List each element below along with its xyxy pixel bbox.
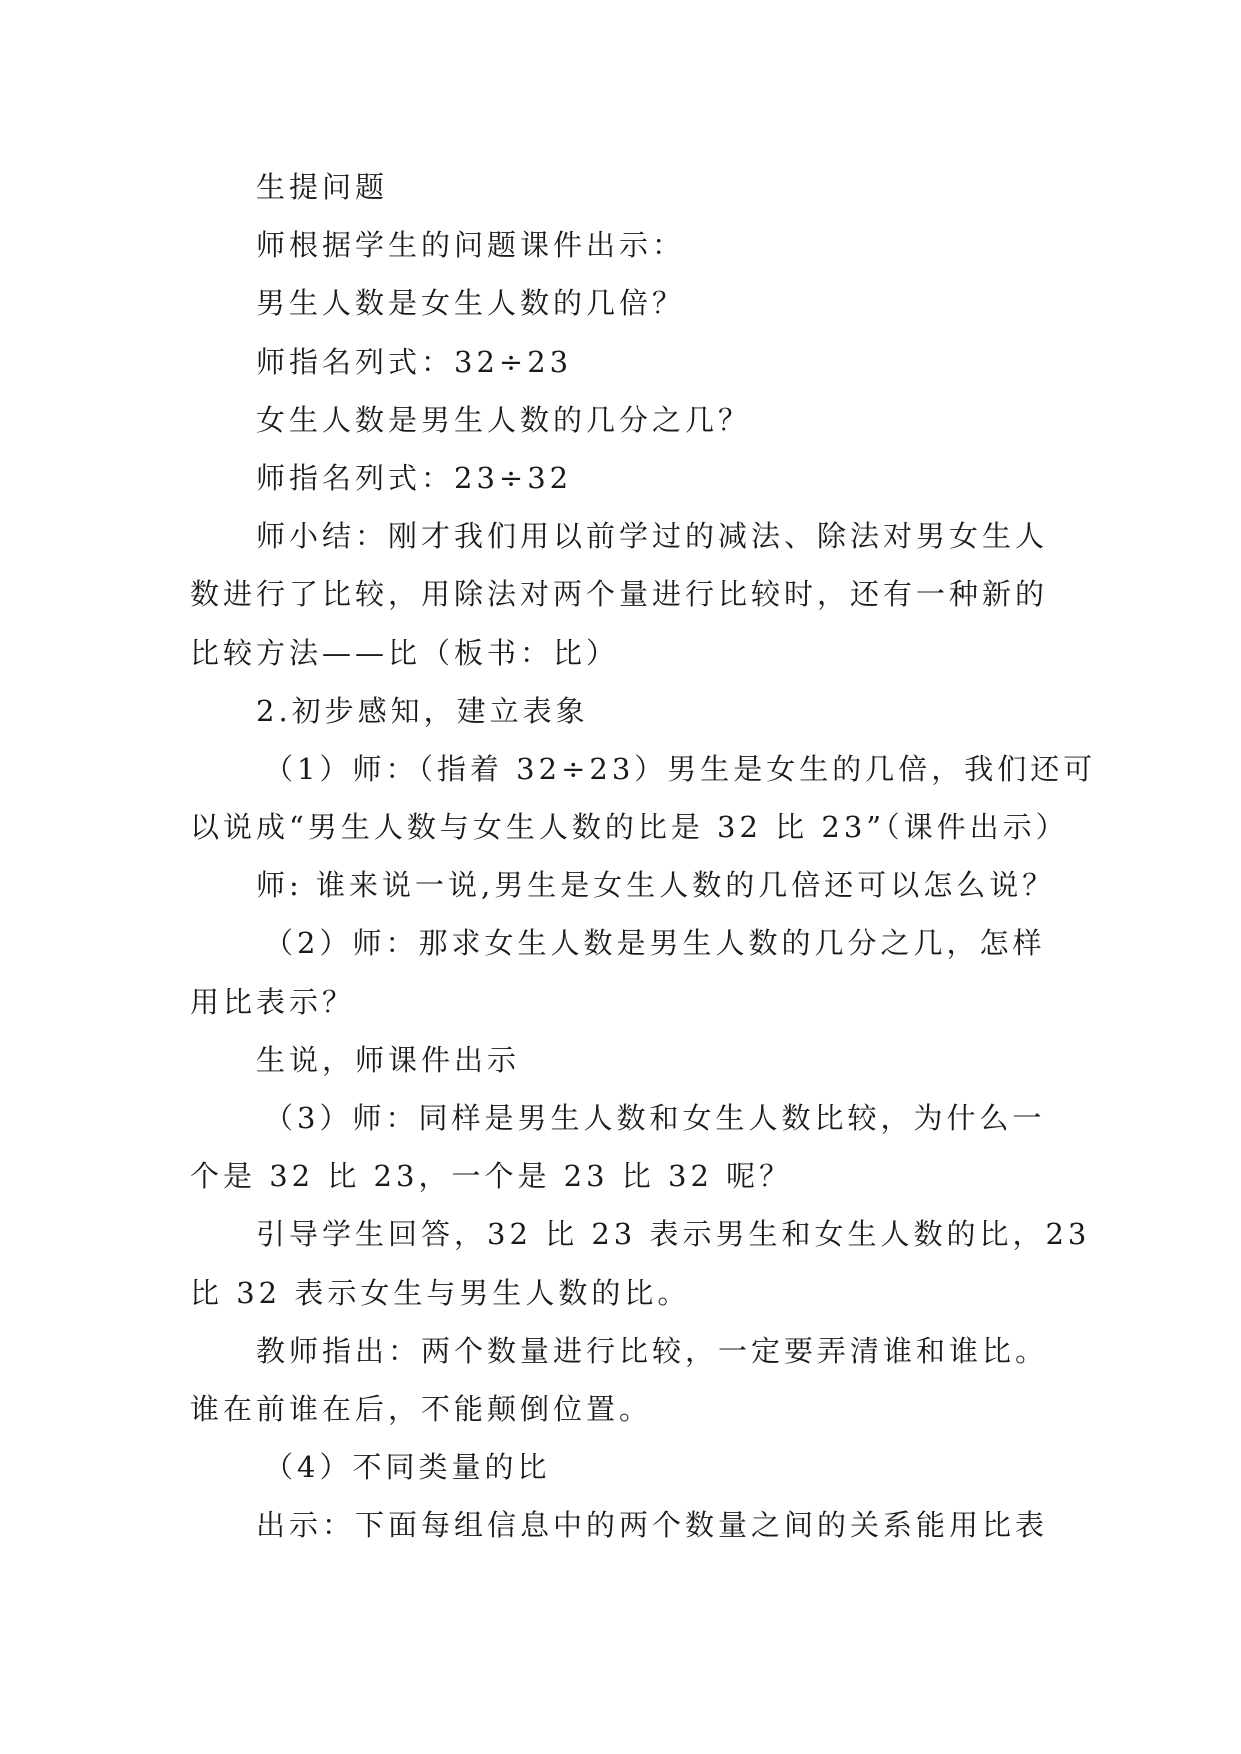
text-line: 师小结：刚才我们用以前学过的减法、除法对男女生人 — [256, 519, 1049, 554]
text-line: 比 32 表示女生与男生人数的比。 — [190, 1275, 691, 1310]
text-line: 引导学生回答，32 比 23 表示男生和女生人数的比，23 — [256, 1217, 1091, 1252]
text-line: 以说成“男生人数与女生人数的比是 32 比 23”（课件出示） — [190, 810, 1069, 845]
text-line: 师根据学生的问题课件出示： — [256, 228, 686, 263]
text-line: （1）师：（指着 32÷23）男生是女生的几倍，我们还可 — [264, 751, 1097, 786]
text-line: 生说，师课件出示 — [256, 1042, 521, 1077]
text-line: 女生人数是男生人数的几分之几？ — [256, 402, 752, 437]
text-line: 师指名列式：32÷23 — [256, 344, 573, 379]
text-line: 师: 谁来说一说,男生是女生人数的几倍还可以怎么说？ — [256, 868, 1056, 903]
text-line: 生提问题 — [256, 170, 389, 204]
text-line: 数进行了比较，用除法对两个量进行比较时，还有一种新的 — [190, 577, 1049, 612]
text-line: 教师指出：两个数量进行比较，一定要弄清谁和谁比。 — [256, 1333, 1049, 1368]
document-body — [190, 158, 1097, 1555]
text-line: 用比表示？ — [190, 984, 356, 1019]
text-line: 男生人数是女生人数的几倍？ — [256, 286, 686, 321]
text-line: 比较方法——比（板书：比） — [190, 635, 620, 670]
text-line: （4）不同类量的比 — [264, 1450, 551, 1485]
text-line: 2.初步感知，建立表象 — [256, 693, 589, 728]
text-line: 个是 32 比 23，一个是 23 比 32 呢？ — [190, 1159, 793, 1194]
text-line: （3）师：同样是男生人数和女生人数比较，为什么一 — [264, 1101, 1046, 1135]
text-line: 谁在前谁在后，不能颠倒位置。 — [190, 1391, 653, 1426]
text-line: 出示：下面每组信息中的两个数量之间的关系能用比表 — [256, 1508, 1049, 1543]
text-line: （2）师：那求女生人数是男生人数的几分之几，怎样 — [264, 926, 1046, 961]
text-line: 师指名列式：23÷32 — [256, 460, 573, 495]
